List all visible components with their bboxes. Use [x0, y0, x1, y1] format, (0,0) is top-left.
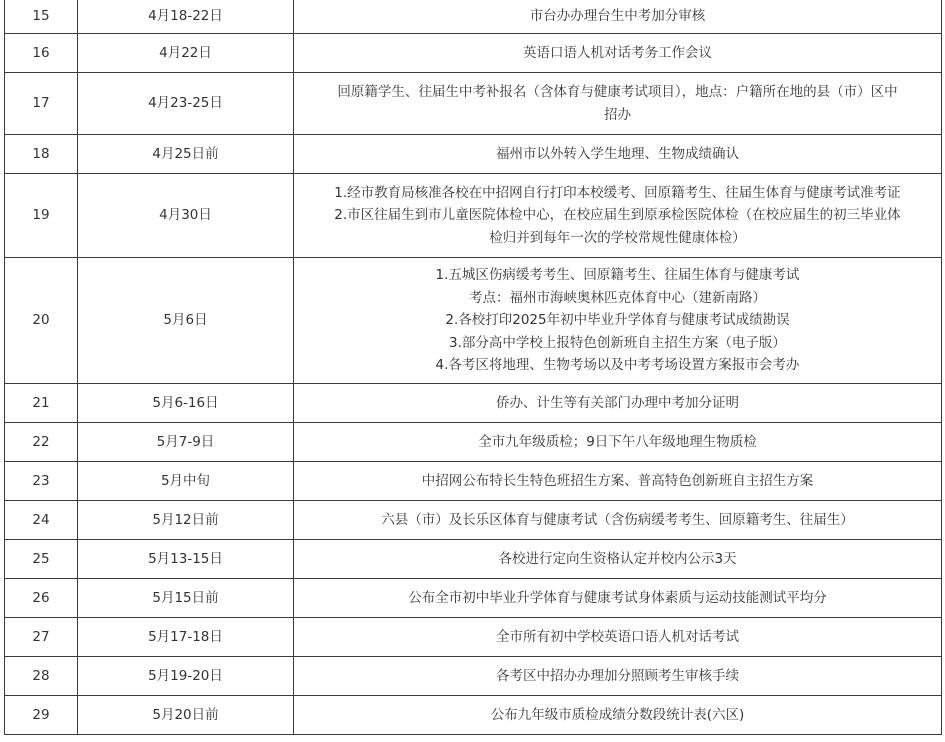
- event-line: 2.市区往届生到市儿童医院体检中心，在校应届生到原承检医院体检（在校应届生的初三毕业体: [334, 207, 901, 224]
- row-number: 24: [5, 501, 78, 540]
- row-date: 4月25日前: [78, 135, 294, 174]
- table-row: [5, 423, 942, 462]
- table-row: [5, 696, 942, 735]
- table-row: [5, 34, 942, 73]
- row-date: 4月22日: [78, 34, 294, 73]
- table-row: [5, 0, 942, 34]
- row-event: [294, 462, 942, 501]
- row-event: [294, 135, 942, 174]
- table-row: [5, 174, 942, 258]
- row-event: [294, 501, 942, 540]
- row-number: 16: [5, 34, 78, 73]
- table-row: [5, 462, 942, 501]
- row-date: 5月17-18日: [78, 618, 294, 657]
- row-event: [294, 384, 942, 423]
- row-date: 5月15日前: [78, 579, 294, 618]
- row-number: 27: [5, 618, 78, 657]
- row-event: [294, 696, 942, 735]
- row-event: [294, 540, 942, 579]
- event-line: 1.经市教育局核准各校在中招网自行打印本校缓考、回原籍考生、往届生体育与健康考试准考证: [334, 184, 901, 201]
- event-line: 公布全市初中毕业升学体育与健康考试身体素质与运动技能测试平均分: [408, 589, 827, 606]
- schedule-table: [4, 0, 942, 735]
- table-row: [5, 657, 942, 696]
- event-line: 中招网公布特长生特色班招生方案、普高特色创新班自主招生方案: [421, 472, 814, 489]
- table-row: [5, 579, 942, 618]
- event-line: 六县（市）及长乐区体育与健康考试（含伤病缓考考生、回原籍考生、往届生）: [381, 511, 854, 528]
- row-event: [294, 34, 942, 73]
- table-row: [5, 135, 942, 174]
- event-line: 3.部分高中学校上报特色创新班自主招生方案（电子版）: [449, 334, 786, 351]
- row-number: 25: [5, 540, 78, 579]
- row-date: 5月7-9日: [78, 423, 294, 462]
- row-number: 19: [5, 174, 78, 258]
- event-line: 公布九年级市质检成绩分数段统计表(六区): [490, 706, 745, 723]
- row-date: 4月18-22日: [78, 0, 294, 34]
- row-number: 22: [5, 423, 78, 462]
- row-date: 5月20日前: [78, 696, 294, 735]
- row-date: 4月30日: [78, 174, 294, 258]
- event-line: 福州市以外转入学生地理、生物成绩确认: [496, 145, 739, 162]
- event-line: 英语口语人机对话考务工作会议: [523, 44, 712, 61]
- row-event: [294, 579, 942, 618]
- row-number: 17: [5, 73, 78, 135]
- row-date: 5月6日: [78, 258, 294, 384]
- table-row: [5, 540, 942, 579]
- row-number: 29: [5, 696, 78, 735]
- row-number: 15: [5, 0, 78, 34]
- row-number: 26: [5, 579, 78, 618]
- row-date: 5月6-16日: [78, 384, 294, 423]
- row-number: 21: [5, 384, 78, 423]
- row-event: [294, 174, 942, 258]
- event-line: 检归并到每年一次的学校常规性健康体检）: [489, 229, 746, 246]
- event-line: 1.五城区伤病缓考考生、回原籍考生、往届生体育与健康考试: [435, 267, 800, 284]
- event-line: 市台办办理台生中考加分审核: [529, 7, 706, 24]
- event-line: 侨办、计生等有关部门办理中考加分证明: [496, 394, 739, 411]
- event-line: 4.各考区将地理、生物考场以及中考考场设置方案报市会考办: [435, 357, 800, 374]
- row-date: 5月19-20日: [78, 657, 294, 696]
- row-event: [294, 0, 942, 34]
- row-date: 5月12日前: [78, 501, 294, 540]
- row-number: 18: [5, 135, 78, 174]
- event-line: 考点：福州市海峡奥林匹克体育中心（建新南路）: [469, 289, 766, 306]
- row-number: 23: [5, 462, 78, 501]
- event-line: 各考区中招办办理加分照顾考生审核手续: [496, 667, 739, 684]
- row-date: 5月中旬: [78, 462, 294, 501]
- schedule-body: [5, 0, 942, 735]
- row-event: [294, 657, 942, 696]
- row-number: 28: [5, 657, 78, 696]
- table-row: [5, 258, 942, 384]
- table-row: [5, 501, 942, 540]
- event-line: 2.各校打印2025年初中毕业升学体育与健康考试成绩勘误: [445, 312, 790, 329]
- row-event: [294, 423, 942, 462]
- table-row: [5, 618, 942, 657]
- event-line: 全市九年级质检；9日下午八年级地理生物质检: [478, 433, 757, 450]
- event-line: 各校进行定向生资格认定并校内公示3天: [498, 550, 737, 567]
- row-date: 5月13-15日: [78, 540, 294, 579]
- event-line: 全市所有初中学校英语口语人机对话考试: [496, 628, 739, 645]
- row-event: [294, 258, 942, 384]
- row-event: [294, 73, 942, 135]
- table-row: [5, 384, 942, 423]
- row-event: [294, 618, 942, 657]
- row-number: 20: [5, 258, 78, 384]
- event-line: 招办: [604, 106, 631, 123]
- event-line: 回原籍学生、往届生中考补报名（含体育与健康考试项目），地点：户籍所在地的县（市）区中: [337, 84, 898, 100]
- row-date: 4月23-25日: [78, 73, 294, 135]
- table-row: [5, 73, 942, 135]
